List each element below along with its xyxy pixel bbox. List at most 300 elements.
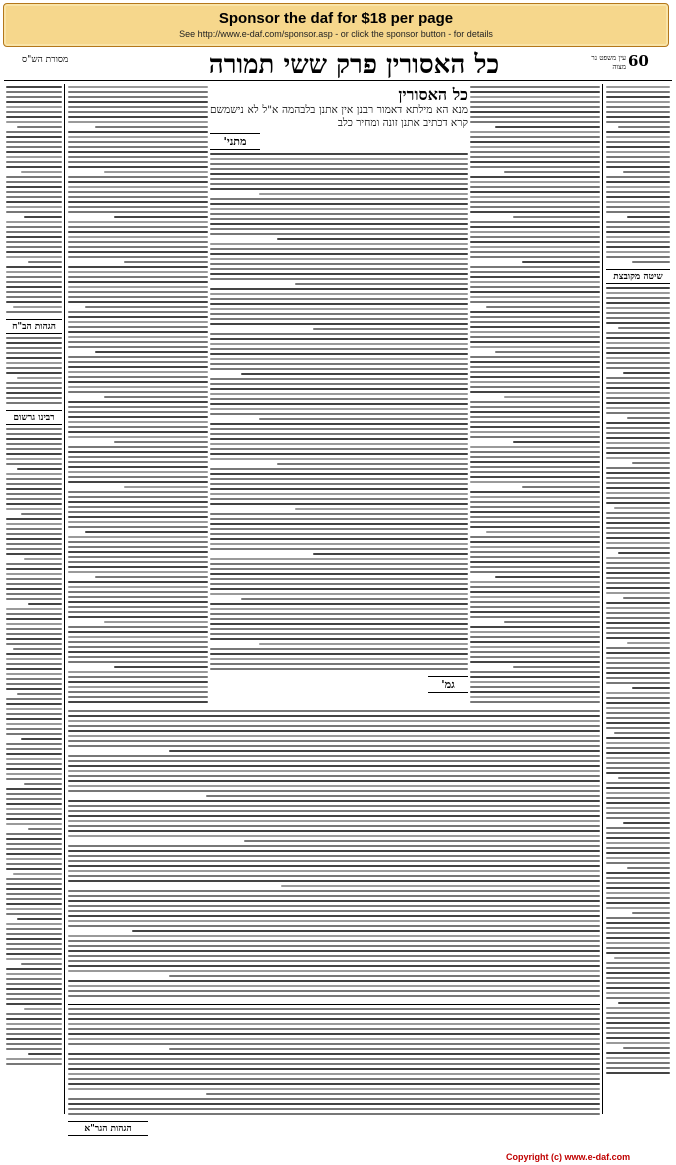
text-line [68, 880, 600, 882]
text-line [68, 1103, 600, 1105]
text-line [68, 371, 208, 373]
text-line [606, 437, 670, 439]
text-line [606, 196, 670, 198]
text-line [6, 733, 62, 735]
text-line [68, 391, 208, 393]
text-line [606, 952, 670, 954]
hagahot-block [6, 337, 62, 407]
text-line [210, 543, 468, 545]
text-line [210, 588, 468, 590]
text-line [68, 376, 208, 378]
text-line [68, 301, 208, 303]
text-line [68, 346, 208, 348]
tosafot-column [68, 86, 208, 706]
tosafot-text [68, 86, 208, 706]
text-line [6, 206, 62, 208]
text-line [68, 1033, 600, 1035]
sponsor-headline[interactable]: Sponsor the daf for $18 per page [218, 10, 454, 27]
text-line [68, 701, 208, 703]
text-line [606, 307, 670, 309]
text-line [68, 1013, 600, 1015]
text-line [6, 708, 62, 710]
text-line [68, 950, 600, 952]
text-line [68, 1108, 600, 1110]
text-line [606, 477, 670, 479]
text-line [470, 636, 600, 638]
sponsor-banner[interactable] [3, 3, 669, 47]
text-line [470, 596, 600, 598]
text-line [6, 588, 62, 590]
text-line [28, 828, 62, 830]
text-line [210, 633, 468, 635]
text-line [68, 366, 208, 368]
text-line [210, 468, 468, 470]
text-line [6, 538, 62, 540]
text-line [68, 905, 600, 907]
text-line [95, 351, 208, 353]
text-line [68, 451, 208, 453]
text-line [470, 406, 600, 408]
text-line [606, 457, 670, 459]
text-line [606, 1012, 670, 1014]
text-line [68, 341, 208, 343]
text-line [68, 161, 208, 163]
text-line [470, 136, 600, 138]
text-line [68, 785, 600, 787]
text-line [210, 273, 468, 275]
text-line [68, 1053, 600, 1055]
text-line [606, 352, 670, 354]
text-line [68, 755, 600, 757]
text-line [470, 611, 600, 613]
text-line [68, 990, 600, 992]
text-line [68, 815, 600, 817]
text-line [470, 581, 600, 583]
text-line [606, 927, 670, 929]
text-line [68, 266, 208, 268]
text-line [210, 358, 468, 360]
text-line [6, 833, 62, 835]
text-line [6, 543, 62, 545]
text-line [6, 1043, 62, 1045]
text-line [6, 868, 62, 870]
text-line [606, 712, 670, 714]
text-line [606, 972, 670, 974]
text-line [606, 447, 670, 449]
text-line [68, 521, 208, 523]
text-line [6, 146, 62, 148]
text-line [606, 402, 670, 404]
text-line [210, 293, 468, 295]
continuation-text [68, 710, 600, 1000]
text-line [210, 383, 468, 385]
text-line [470, 436, 600, 438]
text-line [606, 512, 670, 514]
text-line [470, 516, 600, 518]
text-line [495, 126, 600, 128]
text-line [210, 533, 468, 535]
text-line [606, 317, 670, 319]
text-line [68, 830, 600, 832]
gershom-block [6, 428, 62, 1068]
text-line [470, 186, 600, 188]
text-line [606, 191, 670, 193]
text-line [606, 942, 670, 944]
text-line [6, 593, 62, 595]
text-line [606, 702, 670, 704]
page-title: כל האסורין פרק ששי תמורה [208, 50, 500, 80]
text-line [68, 386, 208, 388]
text-line [606, 382, 670, 384]
text-line [470, 271, 600, 273]
text-line [470, 446, 600, 448]
text-line [606, 101, 670, 103]
text-line [6, 638, 62, 640]
text-line [470, 671, 600, 673]
text-line [68, 141, 208, 143]
section-label-hagahot-bach: הגהות הב"ח [6, 319, 62, 334]
text-line [606, 302, 670, 304]
text-line [6, 968, 62, 970]
text-line [606, 181, 670, 183]
text-line [68, 710, 600, 712]
text-line [470, 146, 600, 148]
text-line [627, 216, 670, 218]
copyright-notice[interactable]: Copyright (c) www.e-daf.com [506, 1152, 631, 1162]
text-line [210, 218, 468, 220]
text-line [210, 268, 468, 270]
text-line [68, 1088, 600, 1090]
text-line [6, 276, 62, 278]
text-line [606, 442, 670, 444]
rashi-text [470, 86, 600, 706]
text-line [606, 1027, 670, 1029]
text-line [606, 887, 670, 889]
text-line [6, 533, 62, 535]
text-line [6, 488, 62, 490]
text-line [606, 992, 670, 994]
text-line [68, 156, 208, 158]
text-line [618, 126, 670, 128]
text-line [6, 498, 62, 500]
text-line [470, 551, 600, 553]
text-line [6, 176, 62, 178]
text-line [6, 723, 62, 725]
text-line [6, 698, 62, 700]
text-line [606, 557, 670, 559]
text-line [470, 451, 600, 453]
text-line [6, 613, 62, 615]
text-line [68, 566, 208, 568]
text-line [210, 348, 468, 350]
text-line [6, 983, 62, 985]
text-line [68, 321, 208, 323]
text-line [470, 211, 600, 213]
text-line [606, 722, 670, 724]
text-line [210, 428, 468, 430]
text-line [606, 667, 670, 669]
text-line [606, 241, 670, 243]
text-line [6, 978, 62, 980]
text-line [68, 151, 208, 153]
text-line [210, 558, 468, 560]
text-line [68, 1018, 600, 1020]
text-line [606, 632, 670, 634]
text-line [68, 191, 208, 193]
text-line [68, 226, 208, 228]
talmud-page [4, 50, 672, 1150]
text-line [6, 818, 62, 820]
text-line [470, 301, 600, 303]
text-line [6, 362, 62, 364]
text-line [68, 715, 600, 717]
text-line [210, 638, 468, 640]
text-line [68, 476, 208, 478]
text-line [606, 1072, 670, 1074]
text-line [210, 498, 468, 500]
text-line [470, 321, 600, 323]
text-line [6, 788, 62, 790]
text-line [6, 116, 62, 118]
text-line [504, 171, 600, 173]
text-line [470, 506, 600, 508]
mishna-marker: מתני' [210, 133, 260, 150]
text-line [68, 121, 208, 123]
text-line [606, 682, 670, 684]
text-line [6, 473, 62, 475]
text-line [68, 131, 208, 133]
text-line [6, 633, 62, 635]
text-line [606, 602, 670, 604]
text-line [606, 827, 670, 829]
text-line [68, 506, 208, 508]
text-line [470, 366, 600, 368]
text-line [68, 765, 600, 767]
text-line [606, 1032, 670, 1034]
text-line [6, 853, 62, 855]
text-line [68, 431, 208, 433]
text-line [6, 943, 62, 945]
text-line [6, 443, 62, 445]
text-line [6, 578, 62, 580]
text-line [606, 427, 670, 429]
text-line [606, 937, 670, 939]
text-line [68, 760, 600, 762]
text-line [210, 333, 468, 335]
text-line [6, 1058, 62, 1060]
text-line [6, 793, 62, 795]
text-line [210, 658, 468, 660]
margin-right-column [606, 86, 670, 1106]
text-line [470, 561, 600, 563]
text-line [6, 628, 62, 630]
text-line [606, 892, 670, 894]
text-line [470, 546, 600, 548]
text-line [28, 1053, 62, 1055]
text-line [6, 231, 62, 233]
text-line [470, 286, 600, 288]
text-line [21, 513, 62, 515]
text-line [259, 643, 468, 645]
text-line [21, 738, 62, 740]
text-line [210, 448, 468, 450]
text-line [6, 291, 62, 293]
text-line [210, 258, 468, 260]
text-line [210, 313, 468, 315]
sponsor-subline: See http://www.e-daf.com/sponsor.asp - or click the sponsor button - for details [179, 29, 493, 39]
text-line [68, 411, 208, 413]
text-line [6, 337, 62, 339]
text-line [470, 266, 600, 268]
text-line [6, 111, 62, 113]
text-line [68, 416, 208, 418]
text-line [470, 131, 600, 133]
text-line [68, 106, 208, 108]
text-line [68, 875, 600, 877]
text-line [6, 713, 62, 715]
text-line [470, 86, 600, 88]
opening-words: כל האסורין [398, 86, 468, 104]
text-line [6, 91, 62, 93]
text-line [504, 621, 600, 623]
text-line [210, 163, 468, 165]
text-line [470, 616, 600, 618]
text-line [470, 326, 600, 328]
text-line [606, 161, 670, 163]
text-line [6, 678, 62, 680]
text-line [606, 136, 670, 138]
text-line [114, 666, 208, 668]
text-line [6, 191, 62, 193]
text-line [68, 955, 600, 957]
text-line [313, 553, 468, 555]
text-line [606, 422, 670, 424]
text-line [623, 372, 670, 374]
text-line [606, 707, 670, 709]
text-line [68, 656, 208, 658]
text-line [470, 206, 600, 208]
text-line [210, 458, 468, 460]
text-line [470, 356, 600, 358]
text-line [470, 241, 600, 243]
text-line [6, 673, 62, 675]
text-line [6, 773, 62, 775]
text-line [210, 308, 468, 310]
text-line [95, 576, 208, 578]
text-line [606, 337, 670, 339]
text-line [210, 608, 468, 610]
text-line [68, 1043, 600, 1045]
text-line [606, 907, 670, 909]
text-line [495, 351, 600, 353]
text-line [470, 176, 600, 178]
text-line [470, 571, 600, 573]
text-line [68, 296, 208, 298]
text-line [606, 717, 670, 719]
text-line [210, 338, 468, 340]
text-line [606, 817, 670, 819]
text-line [68, 271, 208, 273]
text-line [606, 922, 670, 924]
text-line [68, 925, 600, 927]
text-line [606, 547, 670, 549]
text-line [470, 601, 600, 603]
text-line [470, 281, 600, 283]
text-line [470, 481, 600, 483]
text-line [313, 328, 468, 330]
text-line [6, 653, 62, 655]
text-line [6, 608, 62, 610]
text-line [6, 808, 62, 810]
text-line [470, 686, 600, 688]
text-line [68, 800, 600, 802]
text-line [6, 86, 62, 88]
text-line [210, 483, 468, 485]
text-line [6, 778, 62, 780]
text-line [470, 471, 600, 473]
text-line [6, 718, 62, 720]
text-line [606, 977, 670, 979]
text-line [6, 236, 62, 238]
text-line [68, 491, 208, 493]
text-line [470, 456, 600, 458]
text-line [606, 146, 670, 148]
text-line [606, 857, 670, 859]
text-line [210, 223, 468, 225]
text-line [68, 466, 208, 468]
text-line [210, 408, 468, 410]
text-line [6, 913, 62, 915]
text-line [606, 412, 670, 414]
text-line [68, 111, 208, 113]
text-line [606, 767, 670, 769]
text-line [606, 131, 670, 133]
text-line [614, 507, 670, 509]
text-line [68, 895, 600, 897]
text-line [606, 737, 670, 739]
text-line [68, 336, 208, 338]
text-line [28, 261, 62, 263]
text-line [606, 582, 670, 584]
text-line [68, 181, 208, 183]
text-line [244, 840, 600, 842]
text-line [210, 493, 468, 495]
text-line [210, 593, 468, 595]
text-line [68, 985, 600, 987]
text-line [470, 336, 600, 338]
text-line [132, 930, 600, 932]
text-line [68, 291, 208, 293]
text-line [606, 387, 670, 389]
text-line [210, 518, 468, 520]
text-line [68, 940, 600, 942]
text-line [470, 461, 600, 463]
text-line [68, 481, 208, 483]
text-line [470, 466, 600, 468]
text-line [68, 231, 208, 233]
text-line [210, 183, 468, 185]
text-line [210, 413, 468, 415]
text-line [606, 837, 670, 839]
text-line [606, 116, 670, 118]
text-line [68, 426, 208, 428]
text-line [68, 835, 600, 837]
text-line [104, 621, 208, 623]
text-line [606, 697, 670, 699]
text-line [606, 367, 670, 369]
text-line [24, 1008, 62, 1010]
text-line [68, 456, 208, 458]
